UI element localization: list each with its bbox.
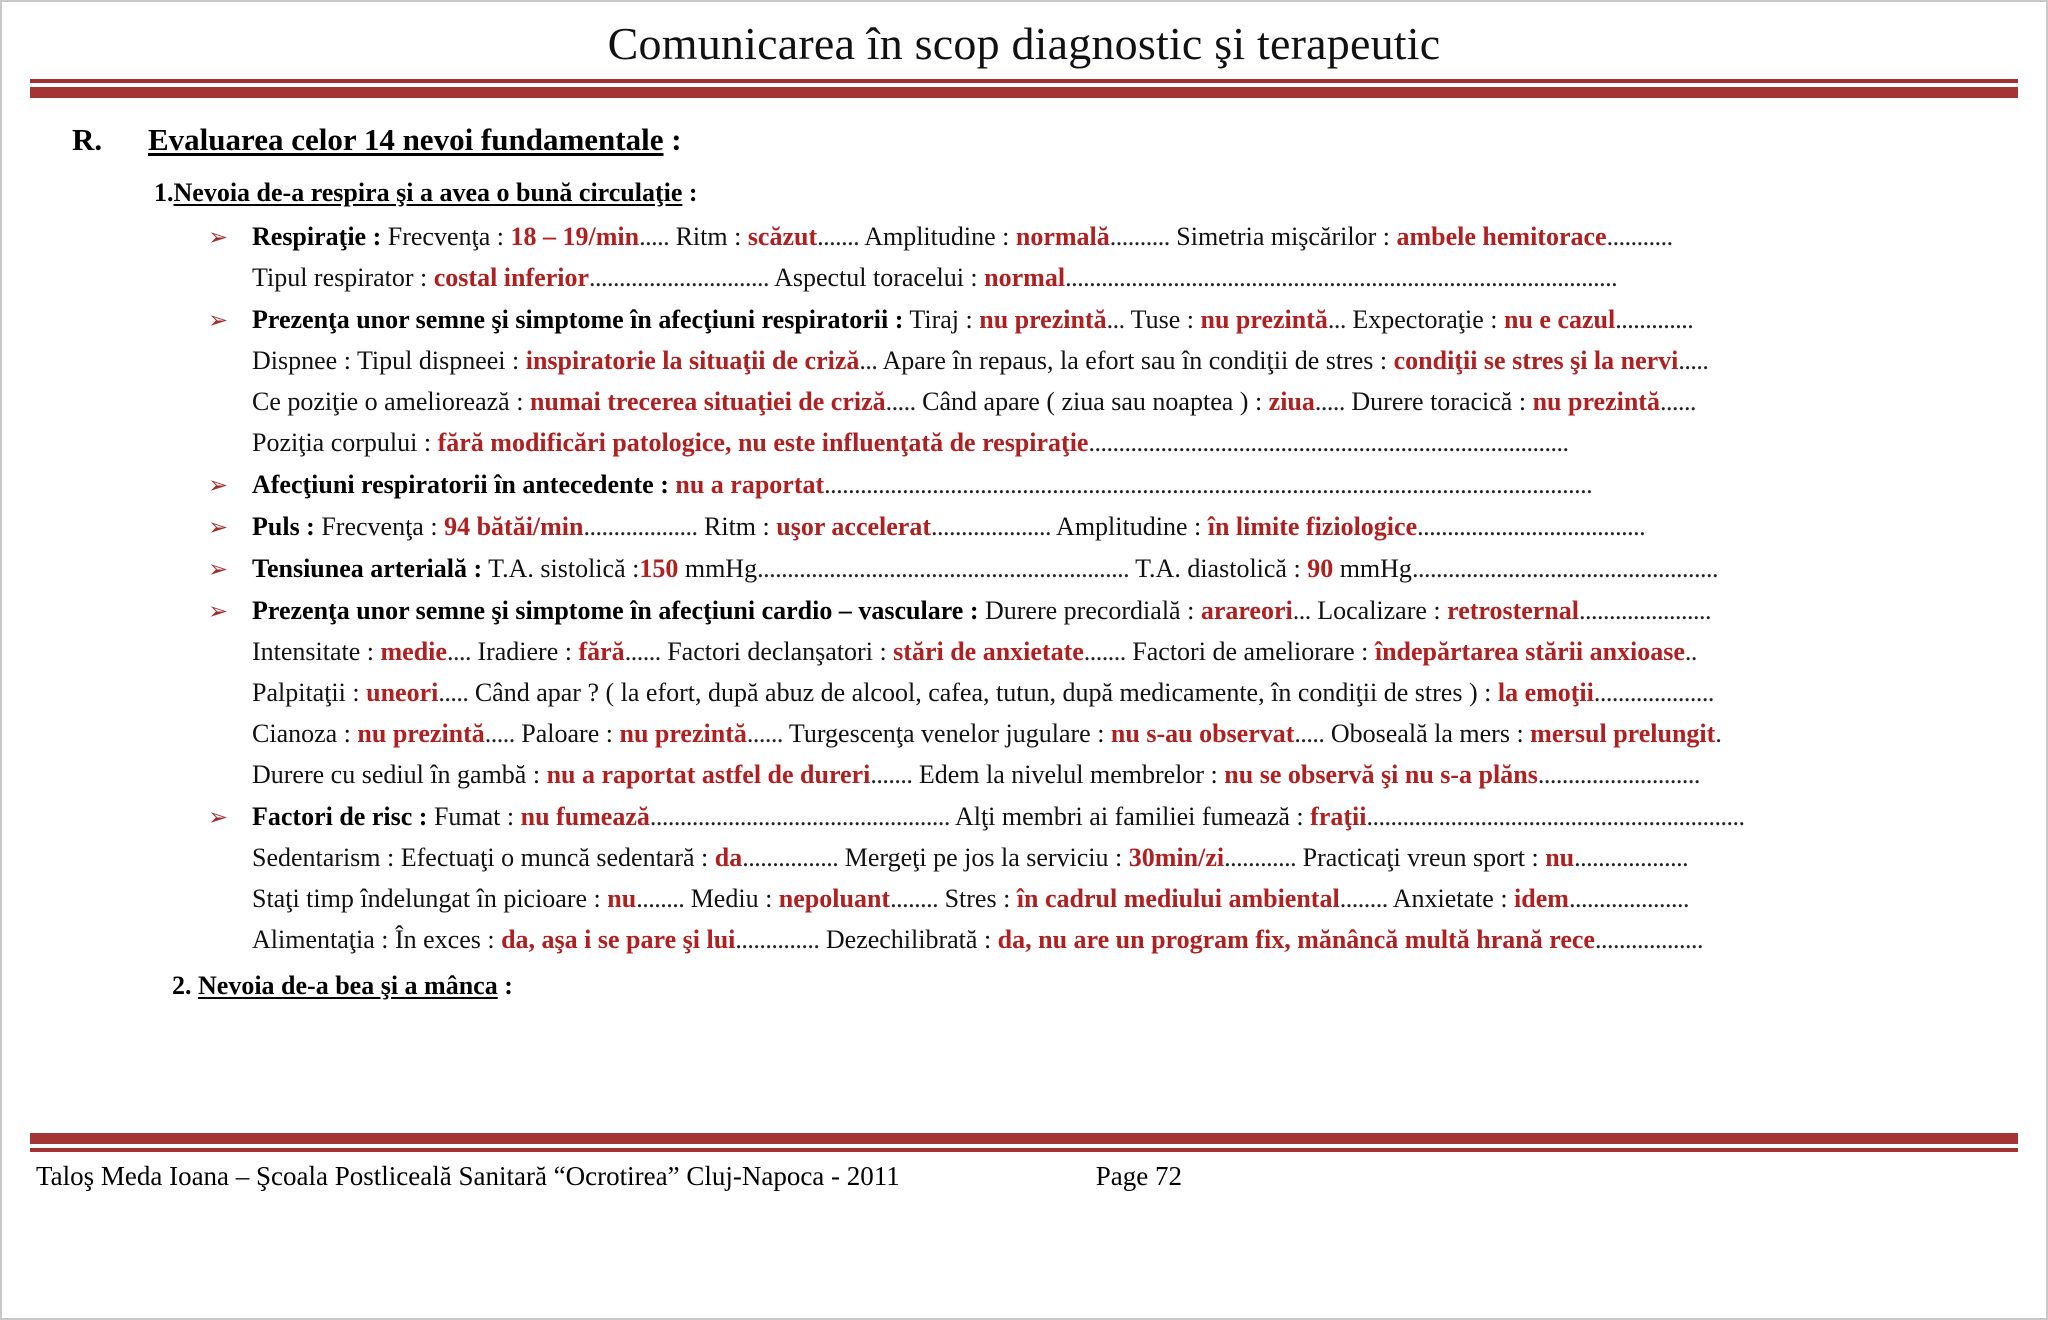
field-label: Edem la nivelul membrelor : — [912, 759, 1225, 789]
footer-page-number: Page 72 — [1095, 1161, 1183, 1191]
field-label: Amplitudine : — [1050, 511, 1208, 541]
field-label: Mergeţi pe jos la serviciu : — [838, 842, 1129, 872]
dot-leader: ... — [1292, 595, 1311, 625]
field-label: Turgescenţa venelor jugulare : — [782, 718, 1111, 748]
field-value: la emoţii — [1497, 677, 1594, 707]
assessment-lines — [32, 221, 2016, 954]
footer-author: Taloş Meda Ioana – Şcoala Postliceală Sanitară “Ocrotirea” Cluj-Napoca - 2011 — [36, 1161, 900, 1191]
field-label: T.A. sistolică : — [482, 553, 640, 583]
field-value: nu — [607, 883, 637, 913]
field-value: da, nu are un program fix, mănâncă multă hrană rece — [997, 924, 1595, 954]
field-value: arareori — [1200, 595, 1293, 625]
assessment-line-text — [252, 884, 1689, 913]
assessment-continuation-row — [252, 924, 2016, 954]
assessment-line-text — [252, 428, 1568, 457]
dot-leader: ................................................................................................................................ — [824, 469, 1593, 499]
dot-leader: .................... — [1593, 677, 1714, 707]
field-label: Sedentarism : Efectuaţi o muncă sedentară : — [252, 842, 715, 872]
dot-leader: .. — [1684, 636, 1697, 666]
field-heading: Afecţiuni respiratorii în antecedente : — [252, 469, 669, 499]
assessment-continuation-row — [252, 262, 2016, 292]
field-label: Durere cu sediul în gambă : — [252, 759, 547, 789]
field-heading: Tensiunea arterială : — [252, 553, 483, 583]
field-label: Tuse : — [1124, 304, 1201, 334]
field-value: 30min/zi — [1128, 842, 1225, 872]
assessment-bullet-row — [208, 801, 2016, 831]
field-value: în limite fiziologice — [1207, 511, 1418, 541]
assessment-continuation-row — [252, 386, 2016, 416]
field-value: nu prezintă — [619, 718, 747, 748]
field-label: Apare în repaus, la efort sau în condiţii de stres : — [877, 345, 1394, 375]
field-value: 90 — [1307, 553, 1334, 583]
page-title: Comunicarea în scop diagnostic şi terapeutic — [607, 18, 1441, 69]
footer-rule-thick — [30, 1133, 2018, 1144]
field-heading: Prezenţa unor semne şi simptome în afecţiuni respiratorii : — [252, 304, 904, 334]
dot-leader: ... — [1106, 304, 1125, 334]
field-label: Fumat : — [427, 801, 521, 831]
dot-leader: ...... — [746, 718, 783, 748]
bullet-arrow-icon: ➢ — [208, 556, 229, 583]
assessment-line-text — [252, 221, 1673, 251]
assessment-continuation-row — [252, 677, 2016, 707]
field-label: Tiraj : — [903, 304, 980, 334]
field-label: Amplitudine : — [859, 221, 1016, 251]
field-label: Când apare ( ziua sau noaptea ) : — [915, 386, 1269, 416]
field-value: nu fumează — [520, 801, 650, 831]
footer-line — [30, 1161, 2018, 1192]
field-value: nu a raportat astfel de dureri — [546, 759, 871, 789]
field-label: Alţi membri ai familiei fumează : — [949, 801, 1311, 831]
dot-leader: ....... — [817, 221, 860, 251]
field-value: idem — [1514, 883, 1569, 913]
dot-leader: ........ — [890, 883, 939, 913]
field-value: uneori — [366, 677, 439, 707]
field-label: Aspectul toracelui : — [769, 262, 985, 292]
footer-divider — [30, 1133, 2018, 1152]
assessment-line-text — [252, 595, 1712, 625]
footer-spacer — [30, 1192, 2018, 1318]
dot-leader: ..... — [438, 677, 469, 707]
field-label: Oboseală la mers : — [1324, 718, 1531, 748]
field-heading: Prezenţa unor semne şi simptome în afecţiuni cardio – vasculare : — [252, 595, 979, 625]
field-label: Dispnee : Tipul dispneei : — [252, 345, 526, 375]
field-label: Localizare : — [1310, 595, 1448, 625]
dot-leader: .................. — [1594, 924, 1703, 954]
dot-leader: ........... — [1606, 221, 1673, 251]
field-label: Factori de ameliorare : — [1125, 636, 1375, 666]
field-value: nu prezintă — [1532, 386, 1660, 416]
assessment-line-text — [252, 511, 1646, 541]
dot-leader: ................ — [742, 842, 839, 872]
field-value: 18 – 19/min — [510, 221, 640, 251]
dot-leader: ............ — [1224, 842, 1297, 872]
assessment-continuation-row — [252, 345, 2016, 375]
dot-leader: .............................. — [589, 262, 769, 292]
field-value: scăzut — [747, 221, 818, 251]
field-value: nepoluant — [778, 883, 891, 913]
assessment-bullet-row — [208, 595, 2016, 625]
assessment-line-text — [252, 469, 1593, 499]
dot-leader: ...................................... — [1417, 511, 1646, 541]
header-divider — [2, 79, 2046, 98]
dot-leader: .................................................. — [649, 801, 950, 831]
field-value: mersul prelungit — [1530, 718, 1716, 748]
dot-leader: ................... — [1574, 842, 1689, 872]
field-value: ambele hemitorace — [1396, 221, 1607, 251]
field-value: da, aşa i se pare şi lui — [501, 924, 736, 954]
field-label: Factori declanşatori : — [660, 636, 894, 666]
slide-content — [2, 98, 2046, 1123]
field-value: nu — [1545, 842, 1575, 872]
field-value: 94 bătăi/min — [444, 511, 584, 541]
bullet-arrow-icon: ➢ — [208, 598, 229, 625]
field-value: da — [714, 842, 743, 872]
section-heading — [72, 122, 2016, 158]
slide-footer — [2, 1123, 2046, 1318]
bullet-arrow-icon: ➢ — [208, 472, 229, 499]
field-value: în cadrul mediului ambiental — [1016, 883, 1340, 913]
field-label: Stres : — [938, 883, 1017, 913]
subsection-colon-1: : — [682, 177, 698, 207]
field-value: costal inferior — [433, 262, 589, 292]
header-rule-thick — [30, 87, 2018, 98]
dot-leader: ... — [1327, 304, 1346, 334]
dot-leader: ...... — [1659, 386, 1696, 416]
dot-leader: ...................... — [1579, 595, 1712, 625]
assessment-line-text — [252, 678, 1714, 707]
field-value: uşor accelerat — [776, 511, 931, 541]
bullet-arrow-icon: ➢ — [208, 804, 229, 831]
dot-leader: ....... — [1083, 636, 1126, 666]
field-label: mmHg — [678, 553, 758, 583]
assessment-bullet-row — [208, 221, 2016, 251]
field-value: nu prezintă — [357, 718, 485, 748]
assessment-continuation-row — [252, 718, 2016, 748]
assessment-bullet-row — [208, 469, 2016, 499]
bullet-arrow-icon: ➢ — [208, 514, 229, 541]
field-label: Mediu : — [684, 883, 779, 913]
field-value: normală — [1015, 221, 1110, 251]
dot-leader: .... — [446, 636, 471, 666]
dot-leader: ........ — [636, 883, 685, 913]
section-title-colon: : — [663, 121, 682, 157]
field-label: Paloare : — [514, 718, 620, 748]
assessment-continuation-row — [252, 842, 2016, 872]
assessment-continuation-row — [252, 636, 2016, 666]
subsection-number-2: 2. — [172, 970, 198, 1000]
field-value: normal — [984, 262, 1066, 292]
field-label: Alimentaţia : În exces : — [252, 924, 502, 954]
field-value: retrosternal — [1447, 595, 1580, 625]
field-value: fără — [578, 636, 625, 666]
assessment-line-text — [252, 553, 1718, 583]
field-value: condiţii se stres şi la nervi — [1393, 345, 1679, 375]
field-heading: Puls : — [252, 511, 315, 541]
field-label: Frecvenţa : — [381, 221, 511, 251]
subsection-number-1: 1. — [154, 177, 174, 207]
assessment-line-text — [252, 719, 1721, 748]
dot-leader: . — [1715, 718, 1722, 748]
field-label: Cianoza : — [252, 718, 358, 748]
dot-leader: .......... — [1109, 221, 1170, 251]
dot-leader: ..... — [1678, 345, 1709, 375]
field-value: fără modificări patologice, nu este influenţată de respiraţie — [437, 427, 1089, 457]
field-value: numai trecerea situaţiei de criză — [529, 386, 886, 416]
dot-leader: .................... — [1568, 883, 1689, 913]
dot-leader: ... — [859, 345, 878, 375]
bullet-arrow-icon: ➢ — [208, 224, 229, 251]
subsection-heading-2 — [172, 971, 2016, 1001]
field-heading: Respiraţie : — [252, 221, 382, 251]
dot-leader: ............................................................... — [1366, 801, 1745, 831]
field-value: nu prezintă — [1200, 304, 1328, 334]
dot-leader: ...... — [624, 636, 661, 666]
dot-leader: ..... — [639, 221, 670, 251]
assessment-line-text — [252, 263, 1617, 292]
assessment-continuation-row — [252, 759, 2016, 789]
field-value: nu a raportat — [675, 469, 825, 499]
assessment-line-text — [252, 925, 1703, 954]
field-label: Simetria mişcărilor : — [1169, 221, 1397, 251]
field-label: Când apar ? ( la efort, după abuz de alcool, cafea, tutun, după medicamente, în condiţii de stres ) : — [468, 677, 1498, 707]
assessment-line-text — [252, 387, 1696, 416]
field-label: Poziţia corpului : — [252, 427, 438, 457]
dot-leader: ........................... — [1537, 759, 1700, 789]
assessment-bullet-row — [208, 511, 2016, 541]
dot-leader: ............. — [1615, 304, 1694, 334]
field-label: Ritm : — [697, 511, 777, 541]
field-heading: Factori de risc : — [252, 801, 428, 831]
dot-leader: ................................................................................ — [1088, 427, 1569, 457]
assessment-continuation-row — [252, 427, 2016, 457]
section-title: Evaluarea celor 14 nevoi fundamentale — [148, 121, 664, 157]
assessment-line-text — [252, 346, 1708, 375]
field-value: fraţii — [1310, 801, 1367, 831]
dot-leader: .............. — [735, 924, 820, 954]
dot-leader: ....... — [870, 759, 913, 789]
assessment-continuation-row — [252, 883, 2016, 913]
field-label: mmHg — [1333, 553, 1412, 583]
field-label: Staţi timp îndelungat în picioare : — [252, 883, 608, 913]
field-label: Durere precordială : — [978, 595, 1201, 625]
dot-leader: ................... — [583, 511, 698, 541]
dot-leader: ..... — [885, 386, 916, 416]
field-value: nu e cazul — [1503, 304, 1616, 334]
field-label: Durere toracică : — [1344, 386, 1533, 416]
subsection-colon-2: : — [497, 970, 513, 1000]
field-label: Palpitaţii : — [252, 677, 367, 707]
field-label: Anxietate : — [1387, 883, 1515, 913]
dot-leader: ..... — [1294, 718, 1325, 748]
assessment-bullet-row — [208, 553, 2016, 583]
field-value: nu prezintă — [979, 304, 1107, 334]
field-value: nu s-au observat — [1110, 718, 1295, 748]
subsection-heading-1 — [154, 178, 2016, 208]
field-label: Frecvenţa : — [314, 511, 445, 541]
field-label: T.A. diastolică : — [1129, 553, 1308, 583]
field-label: Dezechilibrată : — [819, 924, 998, 954]
dot-leader: ..... — [484, 718, 515, 748]
footer-rule-thin — [30, 1148, 2018, 1152]
subsection-title-1: Nevoia de-a respira şi a avea o bună circulaţie — [173, 177, 683, 207]
field-label: Expectoraţie : — [1345, 304, 1504, 334]
field-value: medie — [380, 636, 447, 666]
field-value: ziua — [1268, 386, 1315, 416]
bullet-arrow-icon: ➢ — [208, 307, 229, 334]
assessment-line-text — [252, 760, 1700, 789]
dot-leader: ............................................................................................ — [1065, 262, 1618, 292]
field-value: stări de anxietate — [893, 636, 1084, 666]
dot-leader: .................... — [930, 511, 1051, 541]
slide-header — [2, 2, 2046, 98]
field-label: Ritm : — [669, 221, 748, 251]
field-label: Ce poziţie o ameliorează : — [252, 386, 530, 416]
dot-leader: .............................................................. — [757, 553, 1130, 583]
field-value: inspiratorie la situaţii de criză — [525, 345, 860, 375]
field-label: Practicaţi vreun sport : — [1296, 842, 1546, 872]
dot-leader: ..... — [1314, 386, 1345, 416]
subsection-title-2: Nevoia de-a bea şi a mânca — [198, 970, 498, 1000]
section-letter: R. — [72, 121, 103, 157]
field-label: Iradiere : — [470, 636, 579, 666]
assessment-bullet-row — [208, 304, 2016, 334]
dot-leader: ................................................... — [1411, 553, 1718, 583]
dot-leader: ........ — [1339, 883, 1388, 913]
field-label: Intensitate : — [252, 636, 381, 666]
field-value: 150 — [639, 553, 679, 583]
field-label: Tipul respirator : — [252, 262, 434, 292]
field-value: nu se observă şi nu s-a plăns — [1224, 759, 1538, 789]
assessment-line-text — [252, 304, 1694, 334]
assessment-line-text — [252, 843, 1688, 872]
field-value: îndepărtarea stării anxioase — [1374, 636, 1685, 666]
assessment-line-text — [252, 637, 1697, 666]
assessment-line-text — [252, 801, 1745, 831]
